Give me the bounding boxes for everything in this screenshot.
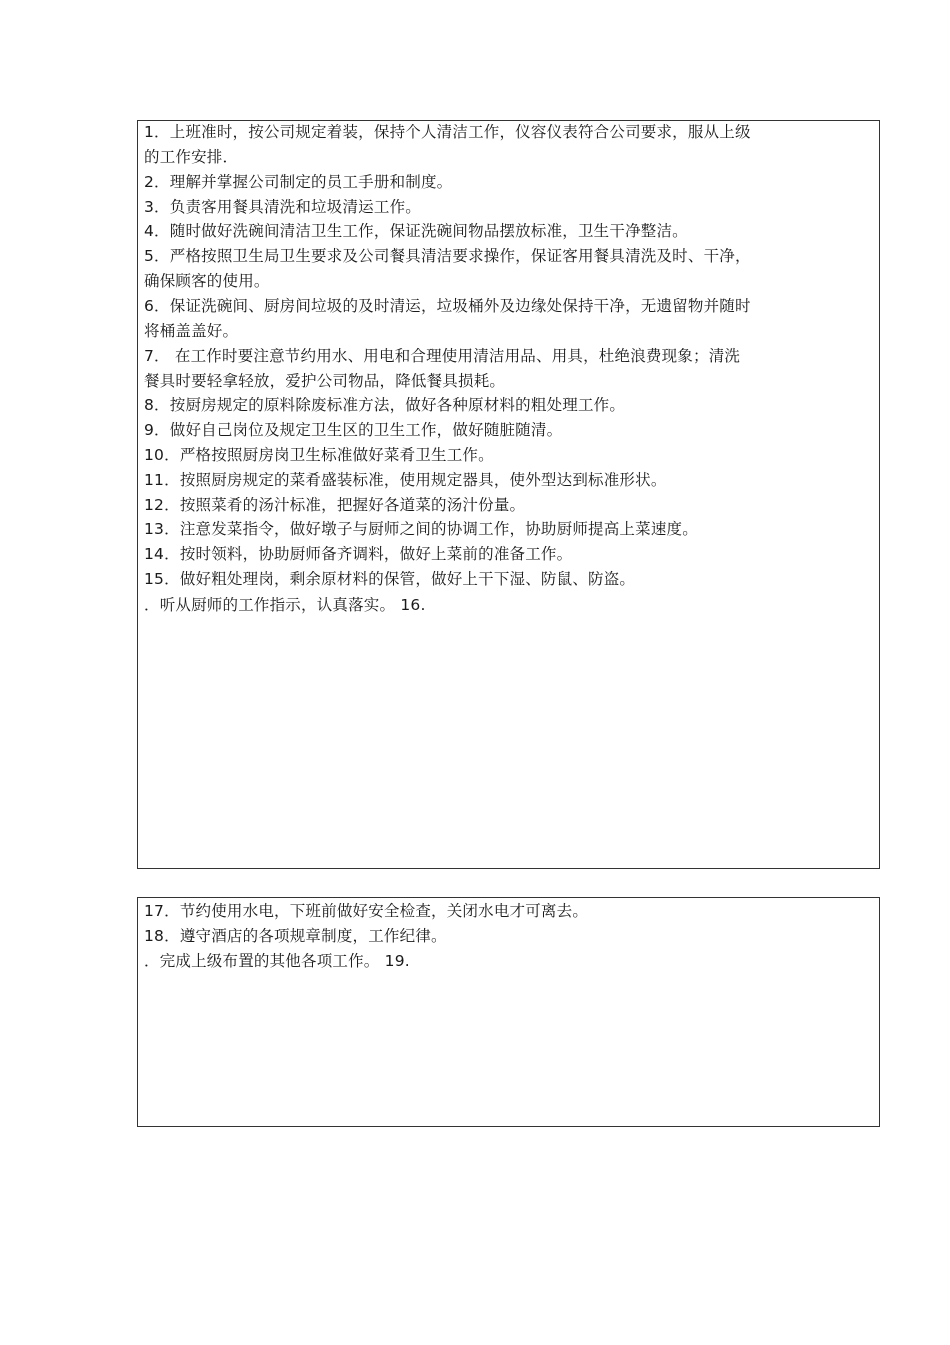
duty-line: 7． 在工作时要注意节约用水、用电和合理使用清洁用品、用具，杜绝浪费现象；清洗: [144, 347, 741, 365]
duty-line: 15．做好粗处理岗，剩余原材料的保管，做好上干下湿、防鼠、防盗。: [144, 570, 636, 588]
duty-line: 2．理解并掌握公司制定的员工手册和制度。: [144, 173, 453, 191]
duty-line: 6．保证洗碗间、厨房间垃圾的及时清运，垃圾桶外及边缘处保持干净，无遗留物并随时: [144, 297, 751, 315]
duty-line: 12．按照菜肴的汤汁标准，把握好各道菜的汤汁份量。: [144, 496, 526, 514]
duty-line: 餐具时要轻拿轻放，爱护公司物品，降低餐具损耗。: [144, 372, 506, 390]
duty-line: 9．做好自己岗位及规定卫生区的卫生工作，做好随脏随清。: [144, 421, 563, 439]
duty-line: 11．按照厨房规定的菜肴盛装标准，使用规定器具，使外型达到标准形状。: [144, 471, 667, 489]
duty-line: 确保顾客的使用。: [144, 272, 270, 290]
duty-line: 8．按厨房规定的原料除废标准方法，做好各种原材料的粗处理工作。: [144, 396, 626, 414]
duty-line: 将桶盖盖好。: [144, 322, 239, 340]
duty-line: 4．随时做好洗碗间清洁卫生工作，保证洗碗间物品摆放标准，卫生干净整洁。: [144, 222, 688, 240]
duty-line: 14．按时领料，协助厨师备齐调料，做好上菜前的准备工作。: [144, 545, 573, 563]
duties-box-1: [137, 120, 880, 869]
duties-box-2: [137, 897, 880, 1127]
duty-line: 13．注意发菜指令，做好墩子与厨师之间的协调工作，协助厨师提高上菜速度。: [144, 520, 698, 538]
duty-line: ．听从厨师的工作指示，认真落实。 16.: [144, 596, 426, 614]
duty-line: 5．严格按照卫生局卫生要求及公司餐具清洁要求操作，保证客用餐具清洗及时、干净，: [144, 247, 751, 265]
duty-line: 1．上班准时，按公司规定着装，保持个人清洁工作，仪容仪表符合公司要求，服从上级: [144, 123, 751, 141]
duty-line: ．完成上级布置的其他各项工作。 19.: [144, 952, 410, 970]
duty-line: 18．遵守酒店的各项规章制度，工作纪律。: [144, 927, 447, 945]
duty-line: 17．节约使用水电，下班前做好安全检查，关闭水电才可离去。: [144, 902, 589, 920]
duty-line: 3．负责客用餐具清洗和垃圾清运工作。: [144, 198, 421, 216]
duty-line: 10．严格按照厨房岗卫生标准做好菜肴卫生工作。: [144, 446, 494, 464]
duty-line: 的工作安排．: [144, 148, 239, 166]
